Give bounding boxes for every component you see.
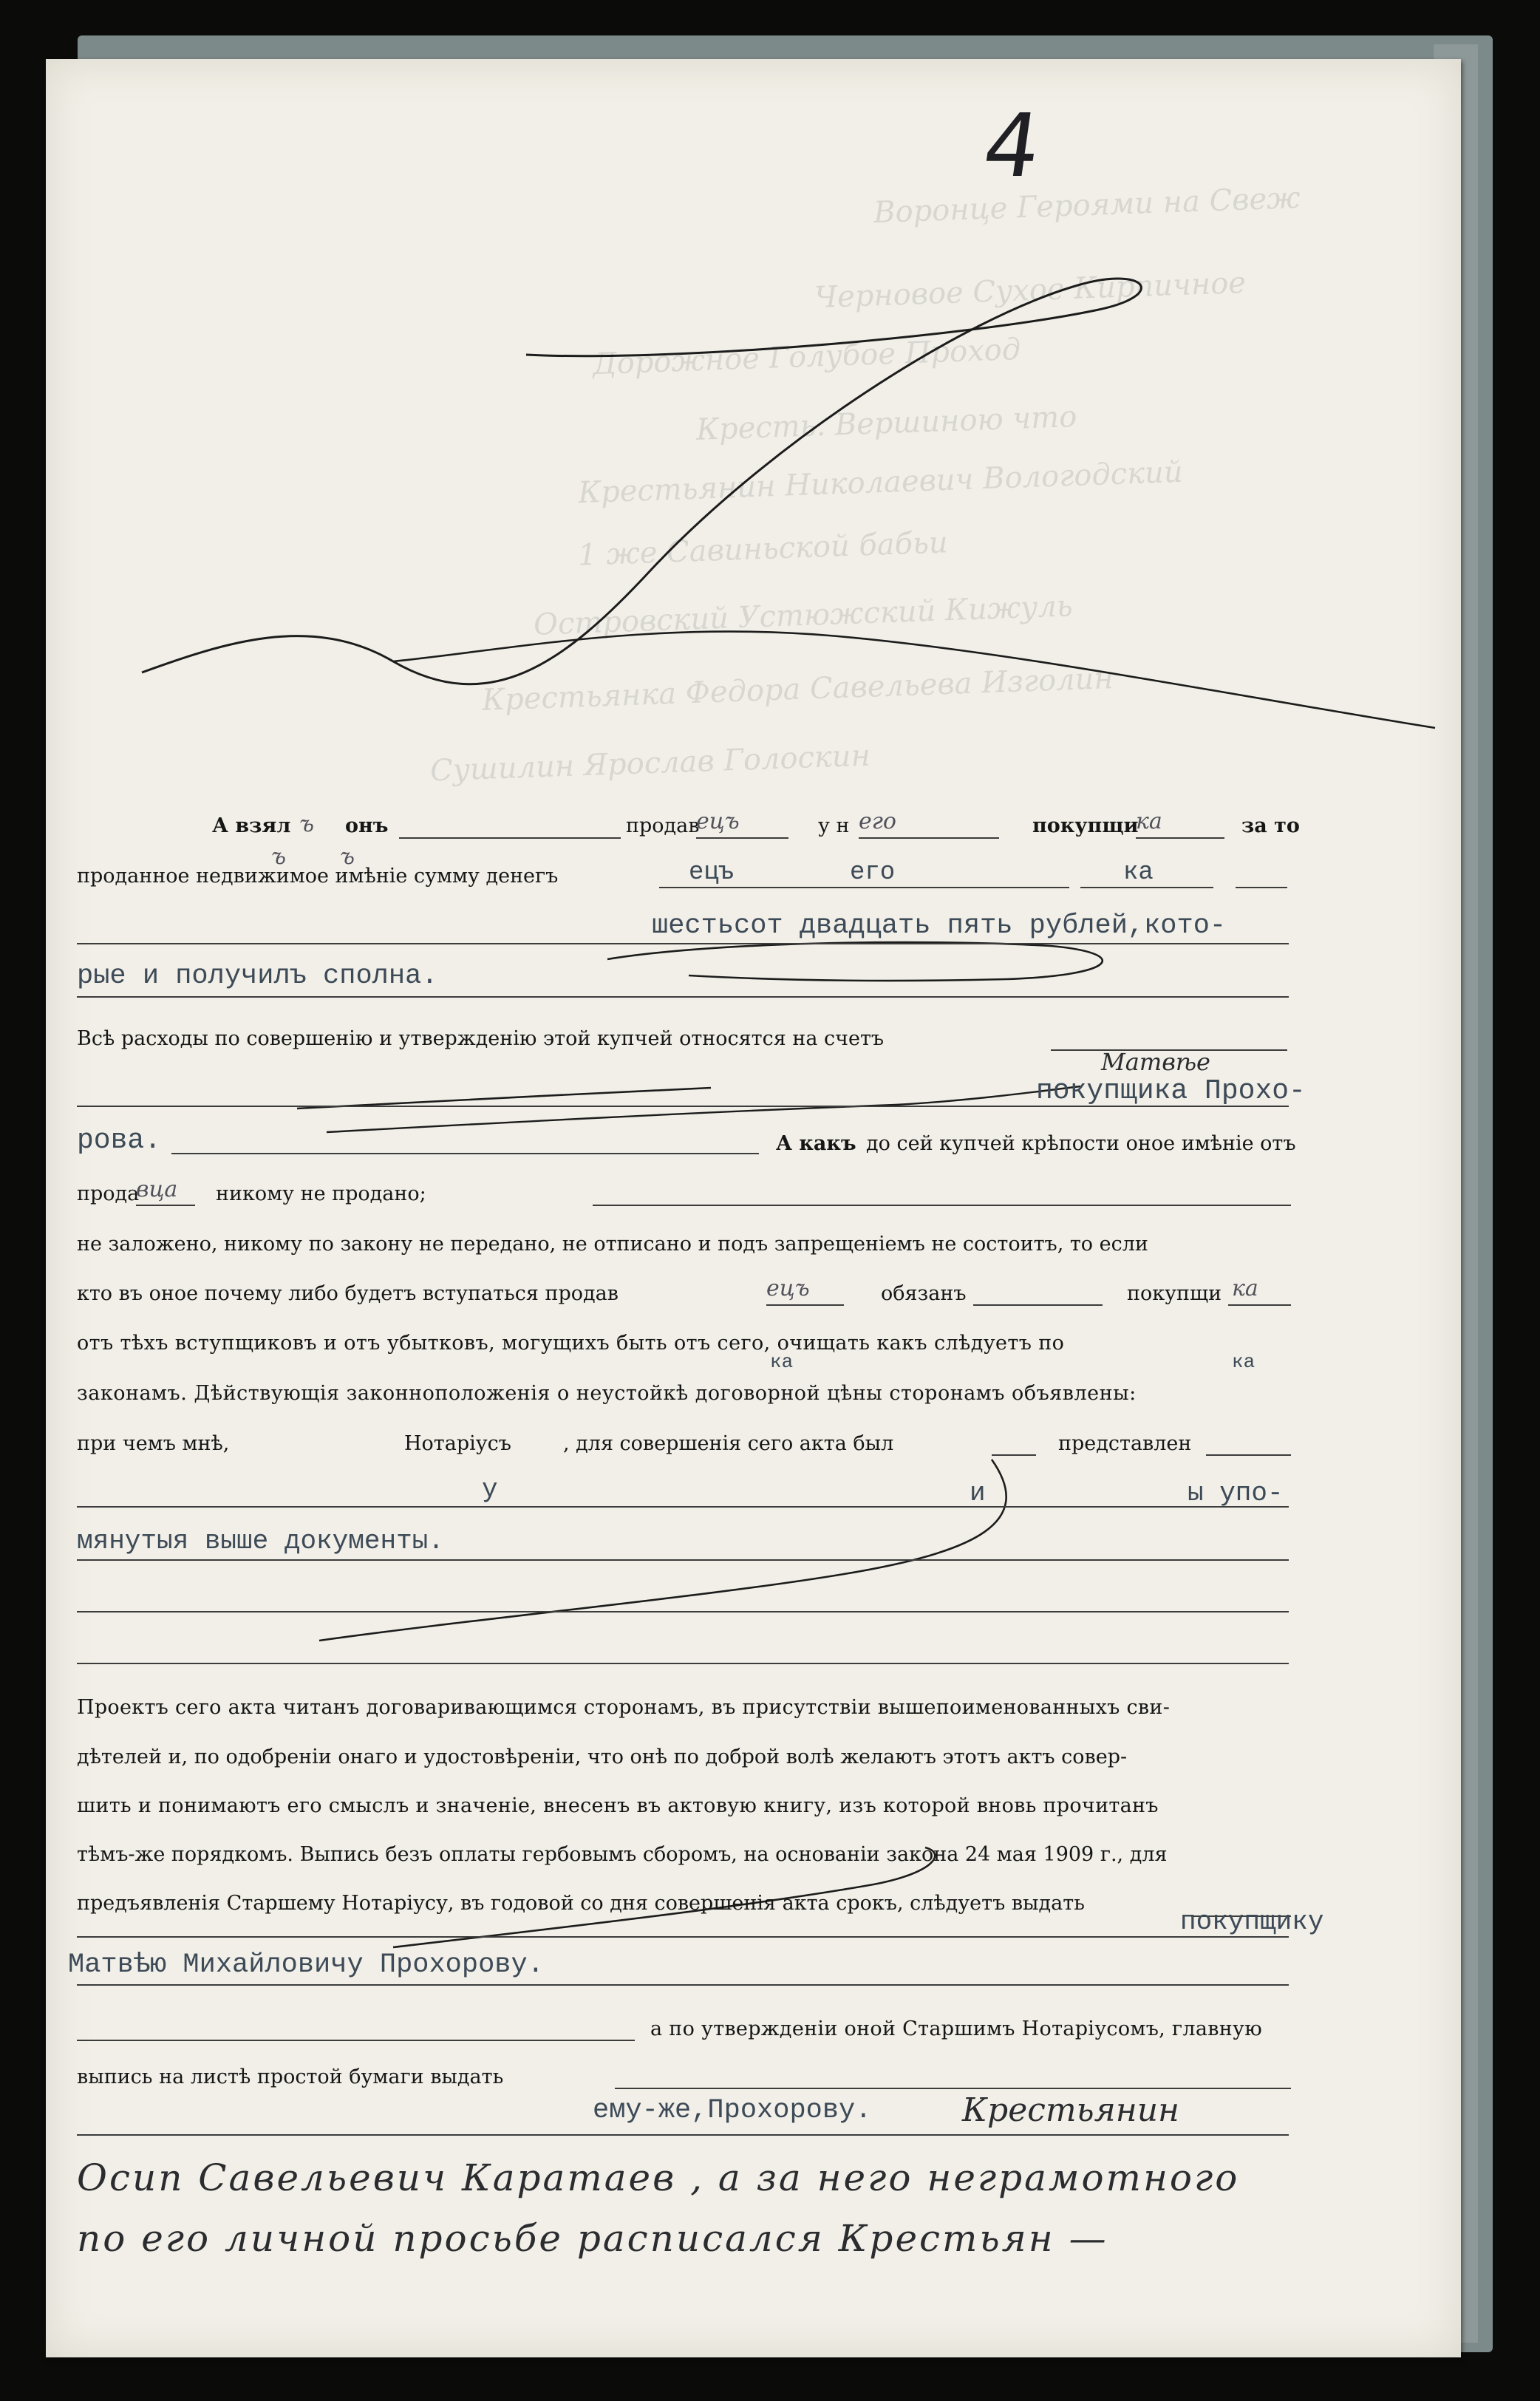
ghost-line: 1 же Савиньской бабьи xyxy=(577,525,949,573)
text-temzhe: тѣмъ-же порядкомъ. Выпись безъ оплаты гербовымъ сборомъ, на основаніи закона 24 мая 1909 г., для xyxy=(77,1843,1168,1866)
text-nikomu: никому не продано; xyxy=(216,1182,426,1205)
text-pri-chem: при чемъ мнѣ, xyxy=(77,1432,230,1455)
typed-rova: рова. xyxy=(77,1125,162,1157)
fill-line xyxy=(1080,887,1213,888)
fill-line xyxy=(77,2040,635,2041)
fill-line xyxy=(992,1454,1036,1456)
fill-line xyxy=(1228,1304,1291,1306)
handwritten-ending: ъ xyxy=(299,811,314,837)
text-proekt: Проектъ сего акта читанъ договаривающимся сторонамъ, въ присутствіи вышепоименованныхъ сви- xyxy=(77,1696,1171,1719)
fill-line xyxy=(77,943,1289,944)
fill-line xyxy=(593,1205,1291,1206)
fill-line xyxy=(77,1559,1289,1561)
fill-line xyxy=(696,837,788,839)
text-dlya-soversheniya: , для совершенія сего акта был xyxy=(563,1432,894,1455)
text-a-vzyal: А взял xyxy=(212,814,291,837)
text-predyavleniya: предъявленія Старшему Нотаріусу, въ годовой со дня совершенія акта срокъ, слѣдуетъ выдать xyxy=(77,1892,1085,1915)
fill-line xyxy=(171,1153,759,1154)
text-proda: прода xyxy=(77,1182,140,1205)
text-pokupshchi-2: покупщи xyxy=(1127,1282,1222,1305)
typed-received: рые и получилъ сполна. xyxy=(77,961,438,992)
document-page xyxy=(46,59,1461,2357)
handwritten-ending: ъ xyxy=(340,844,355,870)
text-ot-tekh: отъ тѣхъ вступщиковъ и отъ убытковъ, могущихъ быть отъ сего, очищать какъ слѣдуетъ по xyxy=(77,1332,1065,1355)
handwritten-ending: ецъ xyxy=(696,808,740,834)
fill-line xyxy=(136,1205,195,1206)
fill-line xyxy=(77,1611,1289,1612)
fill-line xyxy=(1136,837,1224,839)
fill-line xyxy=(77,1106,1289,1107)
text-kto-v-onoe: кто въ оное почему либо будетъ вступаться продав xyxy=(77,1282,619,1305)
text-do-sei: до сей купчей крѣпости оное имѣніе отъ xyxy=(866,1132,1296,1155)
typed-documents: мянутыя выше документы. xyxy=(77,1526,444,1556)
text-u-n: у н xyxy=(818,814,850,837)
text-prodav: продав xyxy=(626,814,700,837)
text-shit: шить и понимаютъ его смыслъ и значеніе, внесенъ въ актовую книгу, изъ которой вновь прочитанъ xyxy=(77,1794,1159,1817)
signature-line: по его личной просьбе расписался Крестьян — xyxy=(77,2217,1108,2260)
fill-line xyxy=(77,1506,1289,1508)
ghost-line: Черновое Сухое Кирпичное xyxy=(814,265,1247,316)
typed-ending: и xyxy=(970,1478,986,1508)
typed-ending: ецъ xyxy=(689,859,735,887)
ghost-line: Кресть. Вершиною что xyxy=(695,400,1078,447)
text-a-kak: А какъ xyxy=(776,1132,856,1155)
fill-line xyxy=(77,2134,1289,2136)
fill-line xyxy=(77,1663,1289,1664)
fill-line xyxy=(859,837,999,839)
ghost-line: Островский Устюжский Кижуль xyxy=(533,589,1074,642)
text-vypis: выпись на листѣ простой бумаги выдать xyxy=(77,2065,504,2088)
text-po-utverzhdenii: а по утвержденіи оной Старшимъ Нотаріусомъ, главную xyxy=(650,2017,1263,2040)
fill-line xyxy=(1206,1454,1291,1456)
typed-ending: ка xyxy=(1123,859,1154,887)
typed-amount: шестьсот двадцать пять рублей,кото- xyxy=(652,910,1227,941)
typed-ending: у xyxy=(482,1474,498,1505)
typed-buyer: покупщика Прохо- xyxy=(1036,1075,1306,1107)
handwritten-ending: ъ xyxy=(271,844,286,870)
ghost-line: Крестьянка Федора Савельева Изголин xyxy=(481,661,1114,718)
typed-upo: ы упо- xyxy=(1188,1478,1284,1508)
handwritten-ending: ка xyxy=(1136,808,1162,834)
cancellation-flourish xyxy=(46,59,1461,2357)
handwritten-insertion: Матвѣе xyxy=(1101,1048,1210,1076)
text-za-to: за то xyxy=(1241,814,1300,837)
text-obyazan: обязанъ xyxy=(881,1282,967,1305)
text-notarius: Нотаріусъ xyxy=(404,1432,511,1455)
handwritten-ending: ецъ xyxy=(766,1276,810,1301)
fill-line xyxy=(77,1984,1289,1986)
fill-line xyxy=(399,837,621,839)
typed-buyer-name: Матвѣю Михайловичу Прохорову. xyxy=(68,1949,544,1981)
handwritten-krestyanin: Крестьянин xyxy=(962,2091,1180,2129)
fill-line xyxy=(77,1936,1289,1938)
handwritten-ending: вца xyxy=(136,1176,178,1202)
text-zakonam: законамъ. Дѣйствующія законноположенія о неустойкѣ договорной цѣны сторонамъ объявлены: xyxy=(77,1382,1137,1405)
handwritten-ending: его xyxy=(859,808,896,834)
text-pokupshchi: покупщи xyxy=(1032,814,1139,837)
handwritten-ending: ка xyxy=(1232,1276,1258,1301)
text-detelei: дѣтелей и, по одобреніи онаго и удостовѣреніи, что онѣ по доброй волѣ желаютъ этотъ актъ совер- xyxy=(77,1746,1128,1768)
typed-pokupshiku: покупщику xyxy=(1180,1907,1324,1937)
fill-line xyxy=(973,1304,1103,1306)
ghost-line: Воронце Героями на Свеж xyxy=(873,180,1301,231)
fill-line xyxy=(1236,887,1287,888)
page-number: 4 xyxy=(977,95,1047,197)
typed-ending: ка xyxy=(770,1351,794,1373)
text-predstavlen: представлен xyxy=(1058,1432,1192,1455)
text-expenses: Всѣ расходы по совершенію и утвержденію этой купчей относятся на счетъ xyxy=(77,1027,885,1050)
fill-line xyxy=(77,996,1289,998)
signature-line: Осип Савельевич Каратаев , а за него неграмотного xyxy=(77,2156,1240,2199)
text-ne-zalozheno: не заложено, никому по закону не передано, не отписано и подъ запрещеніемъ не состоитъ, то если xyxy=(77,1233,1148,1256)
ghost-line: Дорожное Голубое Проход xyxy=(592,332,1021,382)
typed-ending: его xyxy=(850,859,896,887)
typed-ending: ка xyxy=(1232,1351,1255,1373)
fill-line xyxy=(615,2088,1291,2089)
ghost-line: Сушилин Ярослав Голоскин xyxy=(429,738,871,789)
ghost-line: Крестьянин Николаевич Вологодский xyxy=(577,454,1184,511)
fill-line xyxy=(766,1304,844,1306)
typed-emu-zhe: ему-же,Прохорову. xyxy=(593,2095,872,2126)
text-prodannoe: проданное недвижимое имѣніе сумму денегъ xyxy=(77,865,559,888)
text-on: онъ xyxy=(345,814,389,837)
fill-line xyxy=(659,887,1069,888)
